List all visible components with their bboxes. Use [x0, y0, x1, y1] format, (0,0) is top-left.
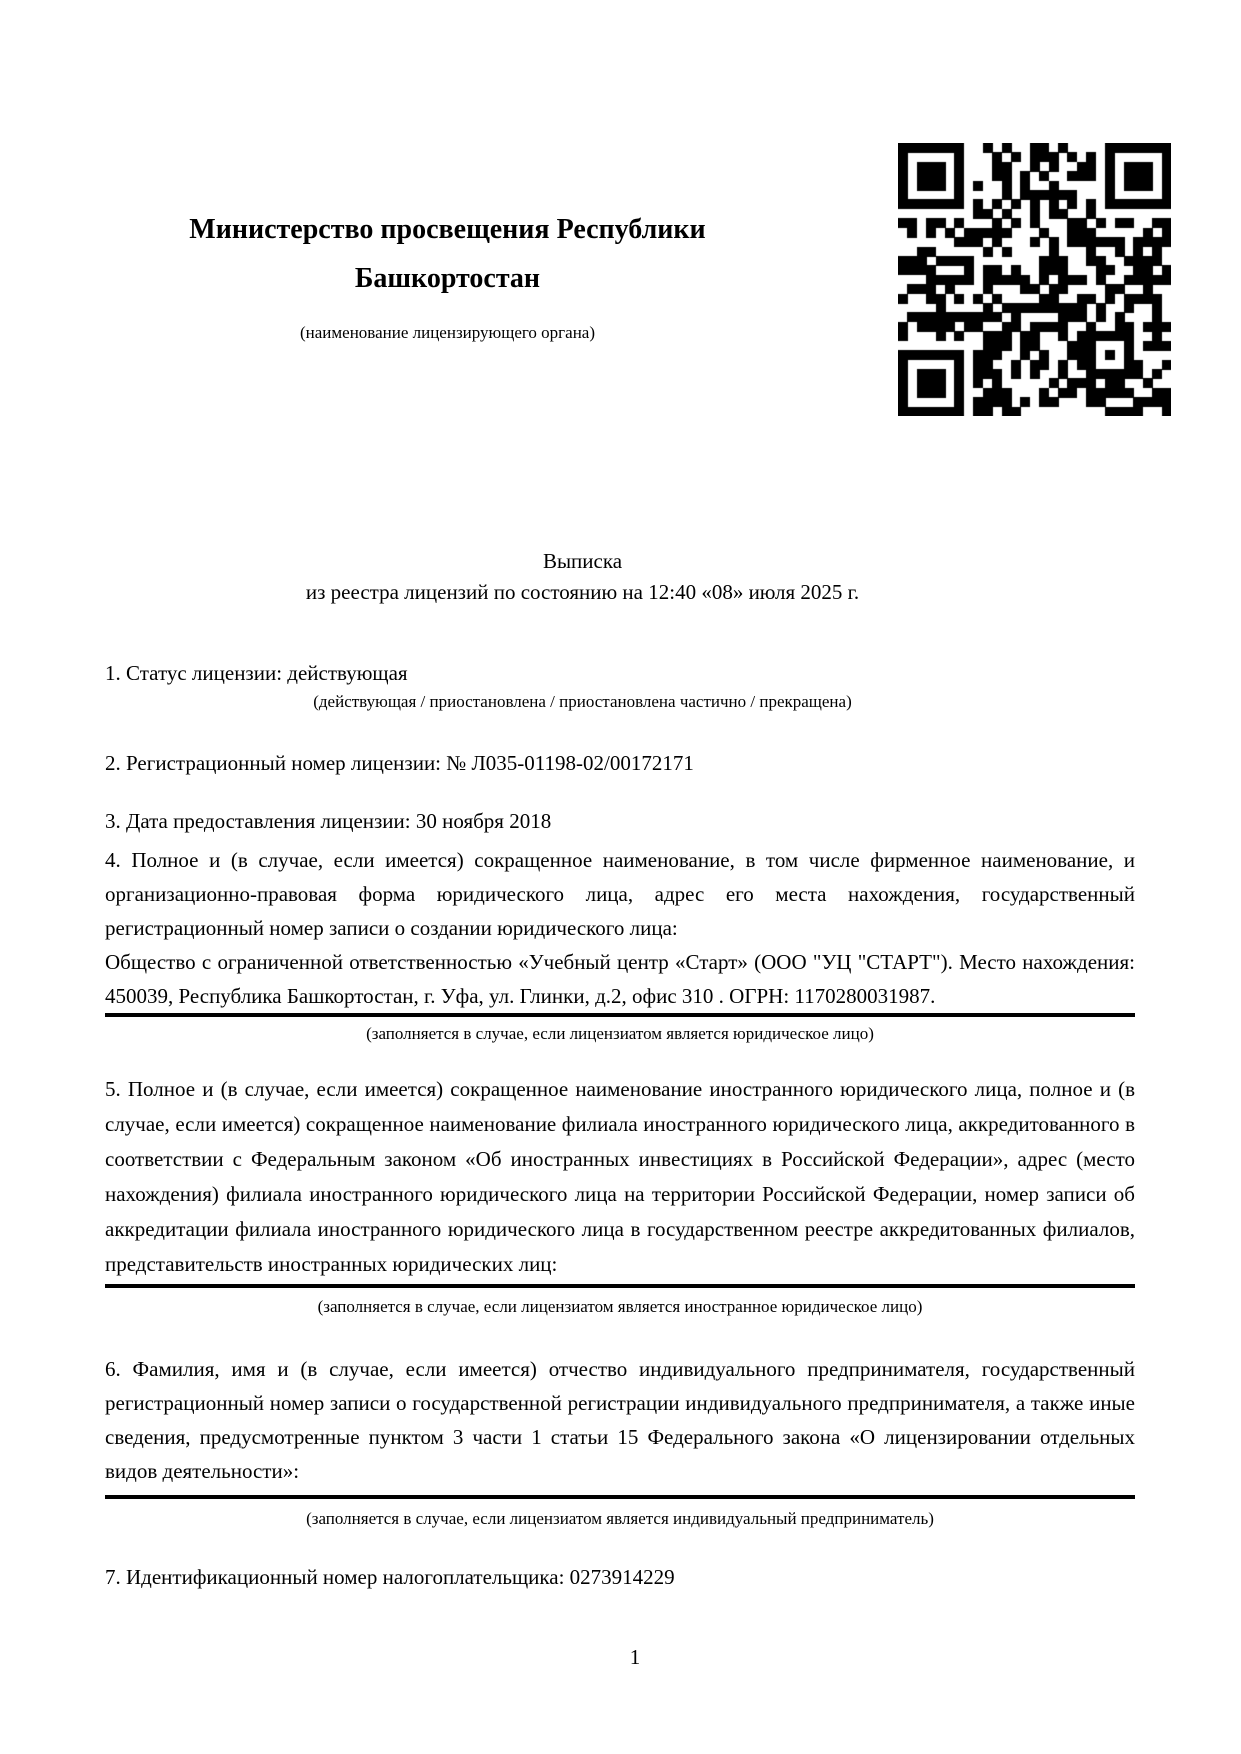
grant-date-text: 3. Дата предоставления лицензии: 30 ноября 2018 [105, 809, 552, 833]
fill-line-entrepreneur [105, 1495, 1135, 1499]
foreign-entity-caption: (заполняется в случае, если лицензиатом является иностранное юридическое лицо) [317, 1297, 923, 1316]
license-status-caption: (действующая / приостановлена / приостановлена частично / прекращена) [313, 692, 852, 711]
registration-number-text: 2. Регистрационный номер лицензии: № Л035-01198-02/00172171 [105, 751, 694, 775]
page-number: 1 [629, 1645, 641, 1669]
licensing-authority-caption: (наименование лицензирующего органа) [299, 323, 595, 342]
fill-line-legal-entity [105, 1013, 1135, 1017]
entrepreneur-text: 6. Фамилия, имя и (в случае, если имеется) отчество индивидуального предпринимателя, государственный регистрационный номер записи о государственной регистрации индивидуального предпринимателя, а также иные сведения, предусмотренные пунктом 3 части 1 статьи 15 Федерального закона «О лицензировании отдельных видов деятельности»: [105, 1357, 1135, 1483]
extract-subtitle: из реестра лицензий по состоянию на 12:40 «08» июля 2025 г. [305, 580, 860, 604]
fill-line-foreign-entity [105, 1284, 1135, 1288]
legal-entity-caption: (заполняется в случае, если лицензиатом является юридическое лицо) [366, 1024, 874, 1043]
legal-entity-value: Общество с ограниченной ответственностью «Учебный центр «Старт» (ООО "УЦ "СТАРТ"). Место нахождения: 450039, Республика Башкортостан, г. Уфа, ул. Глинки, д.2, офис 310 . ОГРН: 1170280031987. [105, 950, 1135, 1008]
legal-entity-section [105, 843, 1135, 1013]
entrepreneur-caption: (заполняется в случае, если лицензиатом является индивидуальный предприниматель) [306, 1509, 934, 1528]
legal-entity-text: 4. Полное и (в случае, если имеется) сокращенное наименование, в том числе фирменное наименование, и организационно-правовая форма юридического лица, адрес его места нахождения, государственный регистрационный номер записи о создании юридического лица: [105, 848, 1135, 940]
extract-title: Выписка [542, 549, 623, 573]
qr-code [898, 143, 1171, 416]
foreign-entity-text: 5. Полное и (в случае, если имеется) сокращенное наименование иностранного юридического лица, полное и (в случае, если имеется) сокращенное наименование филиала иностранного юридического лица, аккредитованного в соответствии с Федеральным законом «Об иностранных инвестициях в Российской Федерации», адрес (место нахождения) филиала иностранного юридического лица на территории Российской Федерации, номер записи об аккредитации филиала иностранного юридического лица в государственном реестре аккредитованных филиалов, представительств иностранных юридических лиц: [105, 1077, 1135, 1276]
license-status-text: 1. Статус лицензии: действующая [105, 661, 408, 685]
licensing-authority-name: Министерство просвещения Республики Башкортостан [189, 214, 706, 294]
extract-heading [105, 546, 1060, 608]
taxpayer-id-text: 7. Идентификационный номер налогоплательщика: 0273914229 [105, 1565, 675, 1589]
